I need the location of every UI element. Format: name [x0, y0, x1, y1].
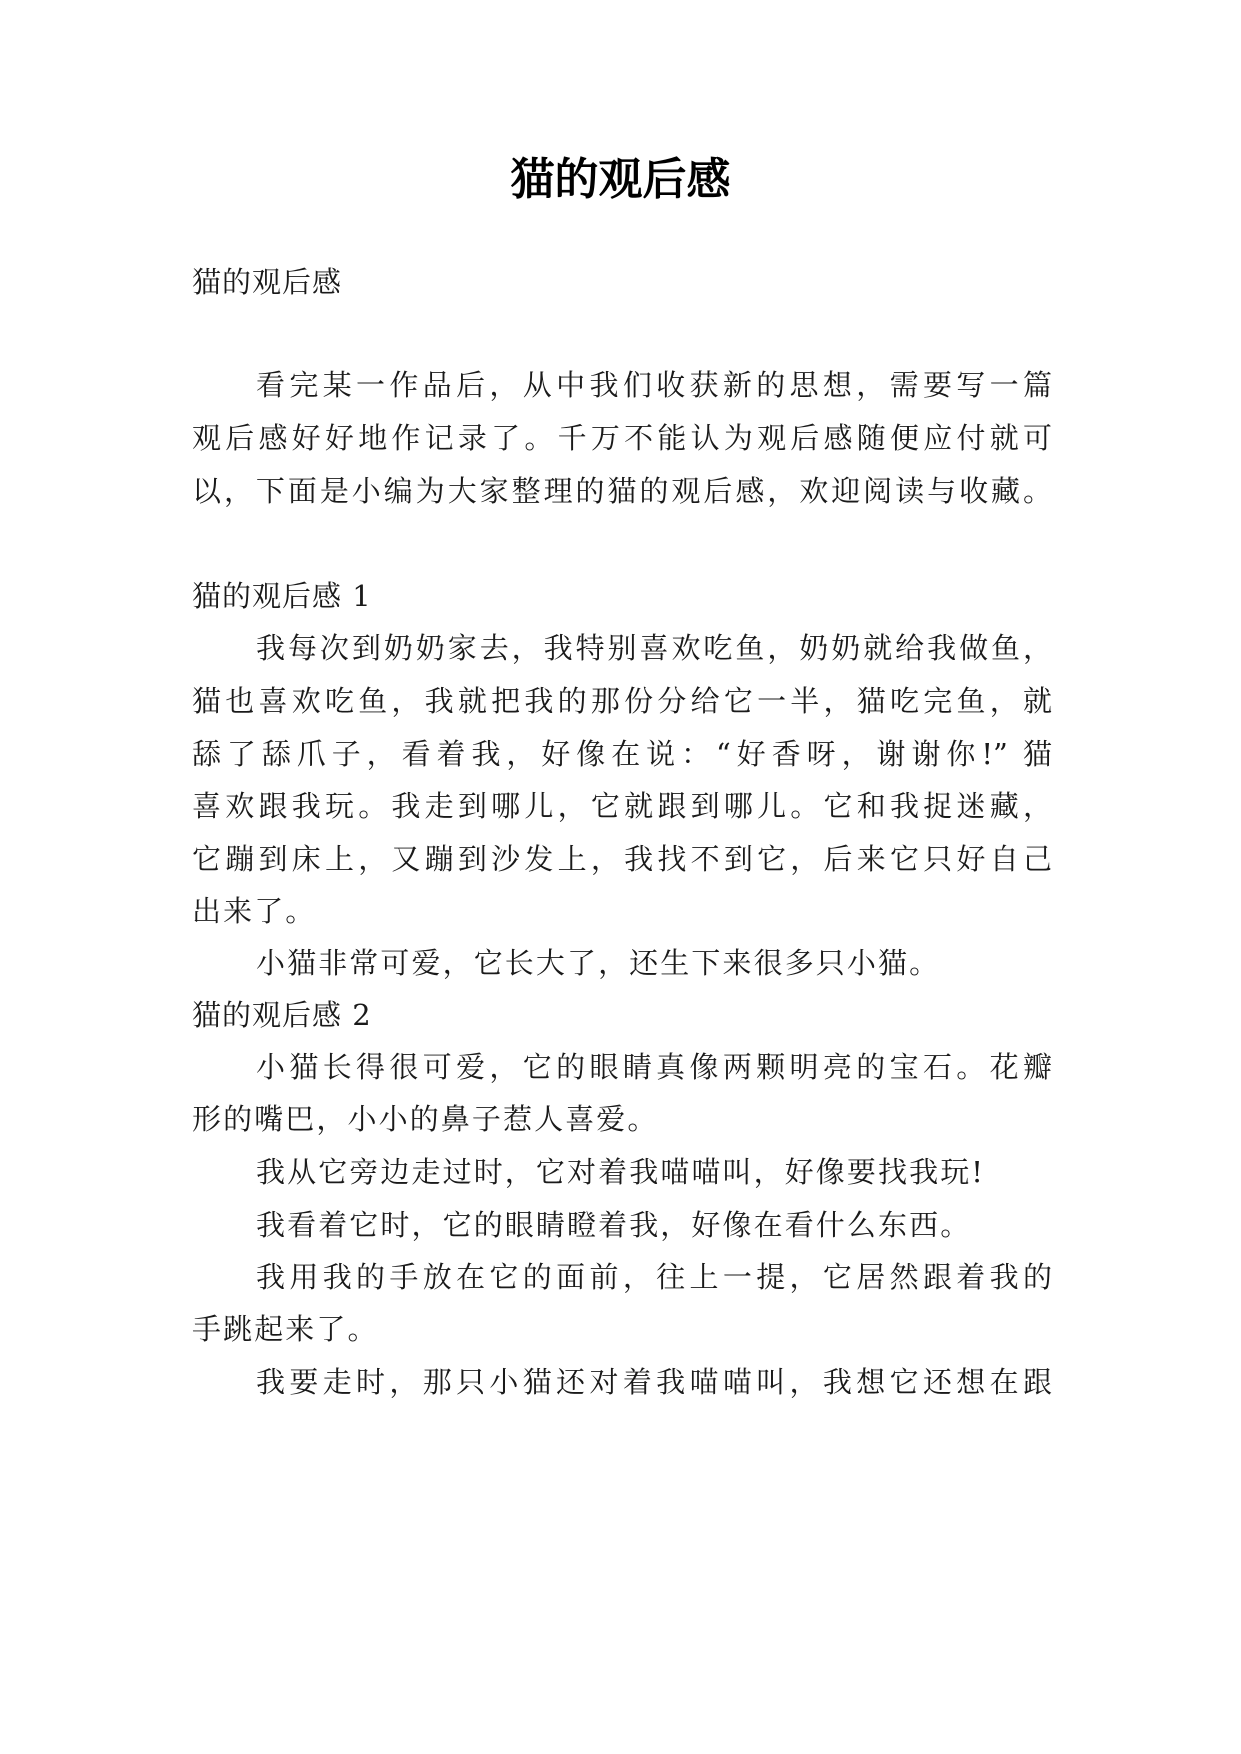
section2-p3: 我看着它时，它的眼睛瞪着我，好像在看什么东西。 — [256, 1208, 972, 1242]
section1-p1-line-5: 它蹦到床上，又蹦到沙发上，我找不到它，后来它只好自己 — [192, 842, 1052, 876]
section1-p2: 小猫非常可爱，它长大了，还生下来很多只小猫。 — [256, 946, 941, 980]
section2-p4-line-1: 我用我的手放在它的面前，往上一提，它居然跟着我的 — [256, 1260, 1052, 1294]
section2-p1-line-2: 形的嘴巴，小小的鼻子惹人喜爱。 — [192, 1102, 659, 1136]
section2-p5: 我要走时，那只小猫还对着我喵喵叫，我想它还想在跟 — [256, 1365, 1052, 1399]
section2-p4-line-2: 手跳起来了。 — [192, 1312, 379, 1346]
section1-p1-line-4: 喜欢跟我玩。我走到哪儿，它就跟到哪儿。它和我捉迷藏， — [192, 789, 1052, 823]
section2-heading: 猫的观后感 2 — [192, 998, 372, 1032]
section1-heading: 猫的观后感 1 — [192, 579, 372, 613]
section2-p2: 我从它旁边走过时，它对着我喵喵叫，好像要找我玩! — [256, 1155, 986, 1189]
document-title: 猫的观后感 — [510, 154, 731, 205]
intro-line-1: 看完某一作品后，从中我们收获新的思想，需要写一篇 — [256, 368, 1052, 402]
section1-p1-line-6: 出来了。 — [192, 894, 317, 928]
document-subtitle: 猫的观后感 — [192, 265, 343, 299]
intro-line-2: 观后感好好地作记录了。千万不能认为观后感随便应付就可 — [192, 421, 1052, 455]
intro-line-3: 以，下面是小编为大家整理的猫的观后感，欢迎阅读与收藏。 — [192, 474, 1052, 508]
section2-p1-line-1: 小猫长得很可爱，它的眼睛真像两颗明亮的宝石。花瓣 — [256, 1050, 1052, 1084]
section1-p1-line-3: 舔了舔爪子，看着我，好像在说：“好香呀，谢谢你!” 猫 — [192, 737, 1052, 771]
section1-p1-line-2: 猫也喜欢吃鱼，我就把我的那份分给它一半，猫吃完鱼，就 — [192, 684, 1052, 718]
section1-p1-line-1: 我每次到奶奶家去，我特别喜欢吃鱼，奶奶就给我做鱼， — [256, 631, 1052, 665]
